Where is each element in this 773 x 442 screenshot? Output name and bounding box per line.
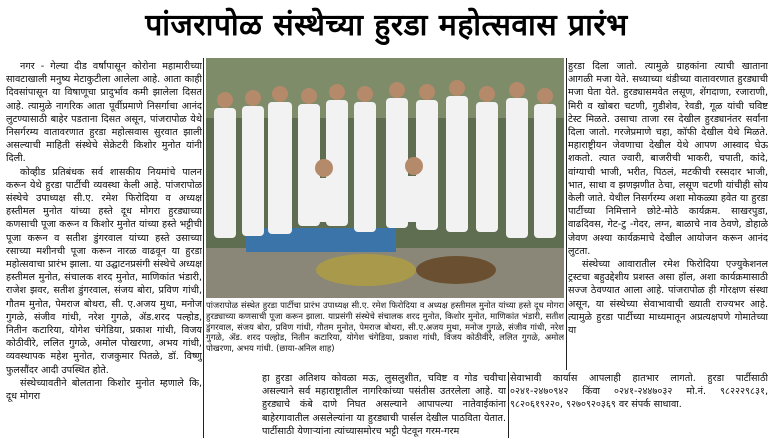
column-divider-left [203, 58, 204, 438]
paragraph: हा हुरडा अतिशय कोवळा मऊ, लुसलुशीत, चविष्ट व गोड चवीचा असल्याने सर्व महाराष्ट्रातील नागरिकांच्या पसंतीस उतरलेला आहे. या हुरड्याचे कंबे दाणे निघत असल्याने आपापल्या नातेवाईकांना बाहेरगावातील असलेल्यांना या हुरड्याची पार्सल देखील पाठविता येतात. पार्टीसाठी येणाऱ्यांना त्यांच्यासमोरच भट्टी पेटवून गरम-गरम [262, 373, 506, 437]
column-divider-bottom-middle [508, 372, 509, 438]
article-column-4 [568, 60, 768, 372]
article-column-1 [6, 60, 202, 438]
article-column-2 [262, 372, 506, 440]
paragraph: हुरडा दिला जातो. त्यामुळे ग्राहकांना त्याची खाताना आगळी मजा येते. सध्याच्या थंडीच्या वातावरणात हुरड्याची मजा घेता येते. हुरड्यासमवेत लसूण, शेंगदाणा, रजाराणी, मिरी व खोबरा चटणी, गुडीशेव, रेवडी, गूळ यांची चविष्ट टेस्ट मिळते. उसाचा ताजा रस देखील हुरड्यानंतर सर्वांना दिला जातो. गरजेप्रमाणे चहा, कॉफी देखील येथे मिळते. महाराष्ट्रीयन जेवणाचा देखील येथे आपण आस्वाद घेऊ शकतो. त्यात ज्वारी, बाजरीची भाकरी, चपाती, कांदे, वांग्याची भाजी, भरीत, पिठलं, मटकीची रस्सदार भाजी, भात, साधा व झणझणीत ठेचा, लसूण चटणी यांचीही सोय केली जाते. येथील निसर्गरम्य अशा मोकळ्या हवेत या हुरडा पार्टीच्या निमित्ताने छोटे-मोठे कार्यक्रम. साखरपुडा, वाढदिवस, गेट-टु -गेदर, लग्न, बाळाचे नाव ठेवणे, डोहाळे जेवण अश्या कार्यक्रमाचे देखील आयोजन करून आनंद लुटता. [568, 61, 768, 257]
paragraph: सेवाभावी कार्यास आपलाही हातभार लागतो. हुरडा पार्टीसाठी ०२४१-२४७०९४२ किंवा ०२४१-२४४७०३२ मो.नं. ९८२२२९८३१, ९८२०६१९२२०, ९२७०९२०३६९ वर संपर्क साधावा. [510, 373, 768, 411]
headline: पांजरापोळ संस्थेच्या हुरडा महोत्सवास प्रारंभ [145, 8, 628, 43]
news-photo-illustration [206, 58, 564, 298]
paragraph: संस्थेच्यावतीने बोलताना किशोर मुनोत म्हणाले कि, दूध मोगरा [6, 377, 202, 403]
paragraph: संस्थेच्या आवारातील रमेश फिरोदिया एज्युकेशनल ट्रस्टचा बहुउद्देशीय प्रशस्त असा हॉल, अशा कार्यक्रमासाठी सज्ज ठेवण्यात आला आहे. पांजरापोळ ही गोरक्षण संस्था असून, या संस्थेच्या सेवाभावाची ख्याती राज्यभर आहे. त्यामुळे हुरडा पार्टीच्या माध्यमातून अप्रत्यक्षपणे गोमातेच्या या [568, 259, 768, 337]
column-divider-right [566, 58, 567, 370]
news-photo [206, 58, 564, 298]
photo-caption: पांजरापोळ संस्थेत हुरडा पार्टीचा प्रारंभ उपाध्यक्ष सी.ए. रमेश फिरोदिया व अध्यक्ष हस्तीमल मुनोत यांच्या हस्ते दूध मोगरा हुरड्याच्या कणसाची पूजा करून झाला. याप्रसंगी संस्थेचे संचालक शरद मुनोत, किशोर मुनोत, माणिकांत भंडारी, सतीश डुंगरवाल, संजय बोरा, प्रविण गांधी, गौतम मुनोत, पेमराज बोथरा, सी.ए.अजय मुथा, मनोज गुगळे, संजीव गांधी, नरेश गुगळे, ॲड. शरद पल्होड, नितीन कटारिया, योगेश चंगेडिया, प्रकाश गांधी, विजय कोठीवीरे, ललित गुगळे, अमोल पोखरणा, अभय गांधी. (छाया-अनिल शाह) [206, 300, 564, 354]
article-column-3 [510, 372, 768, 440]
paragraph: कोव्हीड प्रतिबंधक सर्व शासकीय नियमांचे पालन करून येथे हुरडा पार्टीची व्यवस्था केली आहे. पांजरापोळ संस्थेचे उपाध्यक्ष सी.ए. रमेश फिरोदिया व अध्यक्ष हस्तीमल मुनोत यांच्या हस्ते दूध मोगरा हुरड्याच्या कणसाची पूजा करून व किशोर मुनोत यांच्या हस्ते भट्टीची पूजा करून व सतीश डुंगरवाल यांच्या हस्ते उसाच्या रसाच्या मशीनची पूजा करून नारळ वाढवून या हुरडा महोत्सवाचा प्रारंभ झाला. या उद्घाटनप्रसंगी संस्थेचे अध्यक्ष हस्तीमल मुनोत, संचालक शरद मुनोत, माणिकांत भंडारी, राजेश झवर, सतीश डुंगरवाल, संजय बोरा, प्रविण गांधी, गौतम मुनोत, पेमराज बोथरा, सी. ए.अजय मुथा, मनोज गुगळे, संजीव गांधी, नरेश गुगळे, ॲड.शरद पल्होड, नितीन कटारिया, योगेश चंगेडिया, प्रकाश गांधी, विजय कोठीवीरे, ललित गुगळे, अमोल पोखरणा, अभय गांधी, व्यवस्थापक महेश मुनोत, राजकुमार पितळे, डॉ. विष्णु फुलसौंदर आदी उपस्थित होते. [6, 166, 202, 376]
paragraph: नगर - गेल्या दीड वर्षांपासून कोरोना महामारीच्या सावटाखाली मनुष्य मेटाकुटीला आलेला आहे. आता काही दिवसांपासून या विषाणूचा प्रादुर्भाव कमी झालेला दिसत आहे. त्यामुळे नागरिक आता पूर्वीप्रमाणे निसर्गाचा आनंद लुटण्यासाठी बाहेर पडताना दिसत असून, पांजरापोळ येथे निसर्गरम्य वातावरणात हुरडा महोत्सवास सुरवात झाली असल्याची माहिती संस्थेचे सेक्रेटरी किशोर मुनोत यांनी दिली. [6, 61, 202, 165]
